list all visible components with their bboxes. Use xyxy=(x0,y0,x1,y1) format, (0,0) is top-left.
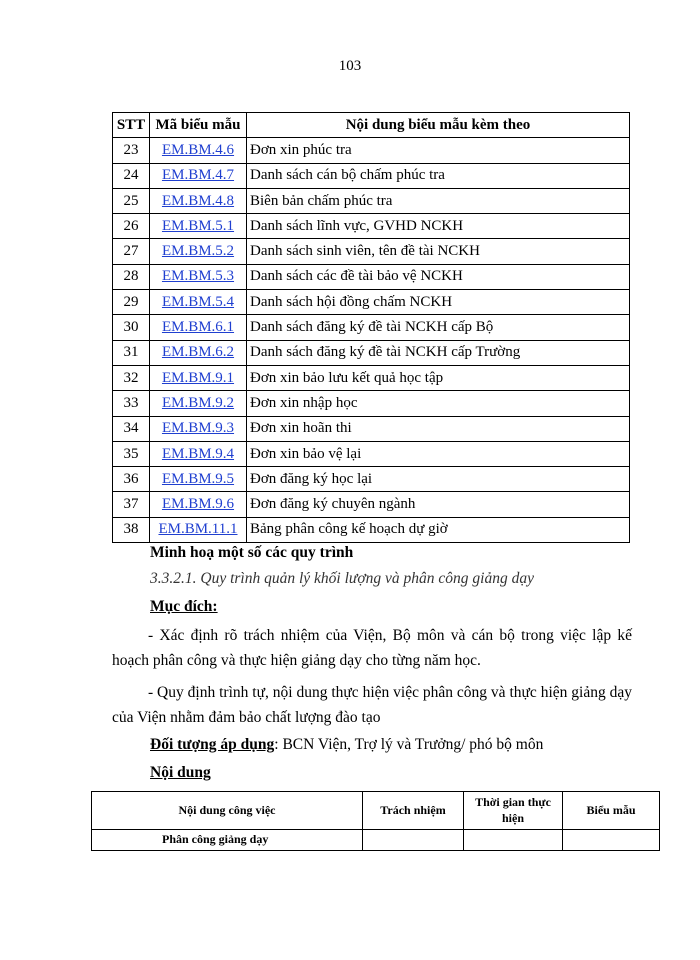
form-code-link[interactable]: EM.BM.9.6 xyxy=(161,496,235,513)
row-form-code-cell xyxy=(150,340,247,365)
form-code-link[interactable]: EM.BM.9.1 xyxy=(161,369,235,386)
row-form-code-cell xyxy=(150,264,247,289)
table-row xyxy=(113,188,630,213)
content-title: Nội dung xyxy=(150,764,211,781)
header-stt: STT xyxy=(113,113,150,138)
row-stt: 24 xyxy=(113,163,150,188)
form-code-link[interactable]: EM.BM.5.3 xyxy=(161,268,235,285)
section-heading: Minh hoạ một số các quy trình xyxy=(150,544,354,561)
table-row xyxy=(113,492,630,517)
page-number: 103 xyxy=(338,58,362,74)
procedure-cell-task: Phân công giảng dạy xyxy=(92,830,363,851)
table-row xyxy=(92,830,660,851)
form-code-link[interactable]: EM.BM.6.1 xyxy=(161,319,235,336)
target-line xyxy=(150,736,543,754)
forms-table xyxy=(112,112,630,543)
row-form-content: Danh sách hội đồng chấm NCKH xyxy=(247,290,630,315)
header-form-code: Mã biểu mẫu xyxy=(150,113,247,138)
header-form: Biểu mẫu xyxy=(563,792,660,830)
row-stt: 37 xyxy=(113,492,150,517)
table-row xyxy=(113,239,630,264)
row-stt: 25 xyxy=(113,188,150,213)
form-code-link[interactable]: EM.BM.9.4 xyxy=(161,445,235,462)
row-form-code-cell xyxy=(150,416,247,441)
table-row xyxy=(113,517,630,542)
section-subheading: 3.3.2.1. Quy trình quản lý khối lượng và phân công giảng dạy xyxy=(150,570,534,587)
table-row xyxy=(113,340,630,365)
row-stt: 29 xyxy=(113,290,150,315)
row-stt: 32 xyxy=(113,365,150,390)
row-stt: 23 xyxy=(113,138,150,163)
purpose-paragraph-2 xyxy=(112,680,632,730)
row-form-code-cell xyxy=(150,467,247,492)
header-form-content: Nội dung biểu mẫu kèm theo xyxy=(247,113,630,138)
row-form-content: Bảng phân công kế hoạch dự giờ xyxy=(247,517,630,542)
form-code-link[interactable]: EM.BM.9.5 xyxy=(161,470,235,487)
purpose-title: Mục đích: xyxy=(150,598,218,615)
form-code-link[interactable]: EM.BM.4.7 xyxy=(161,167,235,184)
header-time: Thời gian thực hiện xyxy=(464,792,563,830)
table-row xyxy=(113,391,630,416)
row-form-content: Đơn xin nhập học xyxy=(247,391,630,416)
header-responsibility: Trách nhiệm xyxy=(363,792,464,830)
row-form-content: Danh sách các đề tài bảo vệ NCKH xyxy=(247,264,630,289)
row-stt: 35 xyxy=(113,441,150,466)
row-stt: 27 xyxy=(113,239,150,264)
row-form-content: Đơn xin phúc tra xyxy=(247,138,630,163)
row-form-content: Danh sách đăng ký đề tài NCKH cấp Bộ xyxy=(247,315,630,340)
purpose-text-2: - Quy định trình tự, nội dung thực hiện việc phân công và thực hiện giảng dạy của Viện nhằm đảm bảo chất lượng đào tạo xyxy=(112,684,632,726)
row-form-content: Đơn xin bảo vệ lại xyxy=(247,441,630,466)
row-form-code-cell xyxy=(150,163,247,188)
table-row xyxy=(113,365,630,390)
row-stt: 38 xyxy=(113,517,150,542)
table-row xyxy=(113,416,630,441)
procedure-table-header xyxy=(92,792,660,830)
row-form-content: Danh sách sinh viên, tên đề tài NCKH xyxy=(247,239,630,264)
table-row xyxy=(113,290,630,315)
purpose-text-1: - Xác định rõ trách nhiệm của Viện, Bộ môn và cán bộ trong việc lập kế hoạch phân công và thực hiện giảng dạy cho từng năm học. xyxy=(112,627,632,669)
row-form-code-cell xyxy=(150,138,247,163)
row-form-content: Đơn xin hoãn thi xyxy=(247,416,630,441)
target-value: : BCN Viện, Trợ lý và Trưởng/ phó bộ môn xyxy=(274,736,544,753)
forms-table-header xyxy=(113,113,630,138)
table-row xyxy=(113,163,630,188)
procedure-table xyxy=(91,791,660,851)
procedure-cell-time xyxy=(464,830,563,851)
row-form-content: Danh sách cán bộ chấm phúc tra xyxy=(247,163,630,188)
procedure-cell-responsibility xyxy=(363,830,464,851)
row-stt: 26 xyxy=(113,214,150,239)
row-form-code-cell xyxy=(150,391,247,416)
row-stt: 31 xyxy=(113,340,150,365)
purpose-paragraph-1 xyxy=(112,623,632,673)
table-row xyxy=(113,441,630,466)
header-task: Nội dung công việc xyxy=(92,792,363,830)
row-form-code-cell xyxy=(150,492,247,517)
row-form-code-cell xyxy=(150,365,247,390)
form-code-link[interactable]: EM.BM.11.1 xyxy=(158,521,238,538)
row-form-content: Đơn đăng ký học lại xyxy=(247,467,630,492)
row-form-code-cell xyxy=(150,290,247,315)
form-code-link[interactable]: EM.BM.9.3 xyxy=(161,420,235,437)
table-row xyxy=(113,315,630,340)
procedure-cell-form xyxy=(563,830,660,851)
table-row xyxy=(113,264,630,289)
form-code-link[interactable]: EM.BM.5.4 xyxy=(161,293,235,310)
row-form-content: Danh sách lĩnh vực, GVHD NCKH xyxy=(247,214,630,239)
row-stt: 36 xyxy=(113,467,150,492)
row-form-code-cell xyxy=(150,188,247,213)
procedure-table-body xyxy=(92,830,660,851)
form-code-link[interactable]: EM.BM.6.2 xyxy=(161,344,235,361)
row-form-content: Danh sách đăng ký đề tài NCKH cấp Trường xyxy=(247,340,630,365)
form-code-link[interactable]: EM.BM.5.2 xyxy=(161,243,235,260)
row-form-code-cell xyxy=(150,517,247,542)
row-stt: 30 xyxy=(113,315,150,340)
table-row xyxy=(113,138,630,163)
form-code-link[interactable]: EM.BM.5.1 xyxy=(161,217,235,234)
table-row xyxy=(113,467,630,492)
row-form-code-cell xyxy=(150,214,247,239)
row-form-content: Biên bản chấm phúc tra xyxy=(247,188,630,213)
forms-table-body xyxy=(113,138,630,543)
form-code-link[interactable]: EM.BM.4.6 xyxy=(161,141,235,158)
row-stt: 33 xyxy=(113,391,150,416)
form-code-link[interactable]: EM.BM.9.2 xyxy=(161,394,235,411)
row-form-content: Đơn xin bảo lưu kết quả học tập xyxy=(247,365,630,390)
row-form-content: Đơn đăng ký chuyên ngành xyxy=(247,492,630,517)
row-stt: 34 xyxy=(113,416,150,441)
row-form-code-cell xyxy=(150,239,247,264)
row-form-code-cell xyxy=(150,315,247,340)
table-row xyxy=(113,214,630,239)
target-label: Đối tượng áp dụng xyxy=(150,736,275,753)
form-code-link[interactable]: EM.BM.4.8 xyxy=(161,192,235,209)
row-stt: 28 xyxy=(113,264,150,289)
row-form-code-cell xyxy=(150,441,247,466)
